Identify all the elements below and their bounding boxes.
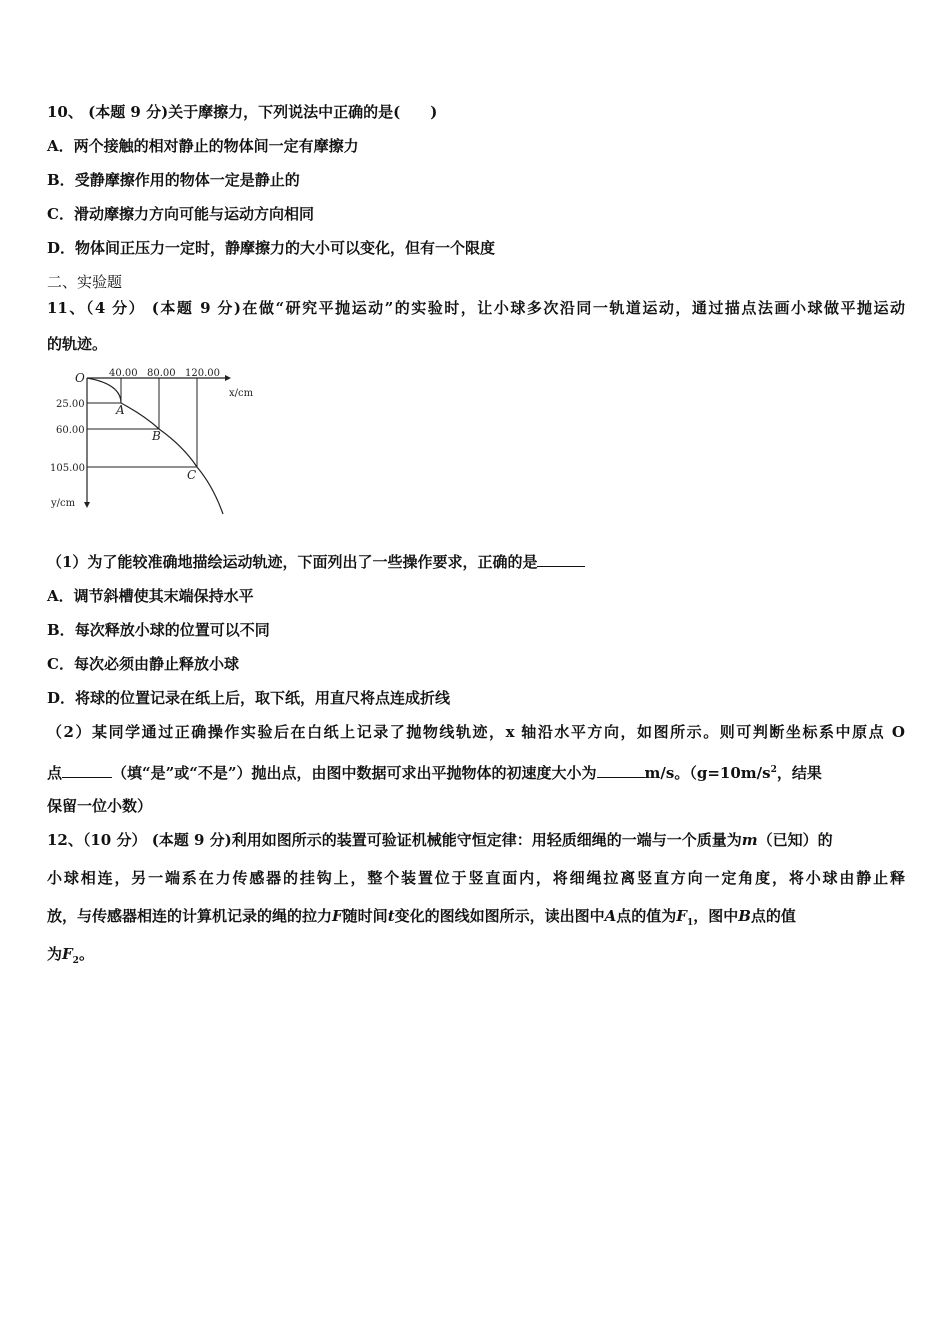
y-axis-label: y/cm [51, 498, 76, 509]
origin-label: O [75, 371, 85, 385]
q10-option-a [47, 136, 359, 156]
option-key: D． [47, 239, 76, 257]
option-key: B． [47, 171, 75, 189]
section-heading: 二、实验题 [47, 273, 123, 291]
part2-text-c: m/s。（g=10m/s [644, 764, 771, 782]
q11-part1 [47, 552, 585, 572]
option-text: 将球的位置记录在纸上后，取下纸，用直尺将点连成折线 [75, 689, 451, 707]
option-text: 两个接触的相对静止的物体间一定有摩擦力 [73, 137, 359, 155]
q12-text: 放，与传感器相连的计算机记录的绳的拉力 [47, 907, 333, 925]
option-key: B． [47, 621, 75, 639]
q10-option-d [47, 238, 495, 258]
q11-part2-line2 [47, 760, 822, 783]
q12-var-f: F [332, 907, 343, 925]
part2-text-d: ，结果 [776, 764, 822, 782]
projectile-trajectory-figure [45, 366, 265, 516]
option-key: C． [47, 655, 74, 673]
q11-option-c [47, 654, 239, 674]
q12-text: 为 [47, 945, 63, 963]
option-key: D． [47, 689, 76, 707]
y-tick-2: 60.00 [56, 425, 85, 436]
q12-var-b: B [738, 907, 751, 925]
answer-blank [62, 763, 112, 778]
x-tick-3: 120.00 [185, 368, 220, 379]
y-tick-1: 25.00 [56, 399, 85, 410]
q12-text: 12、（10 分） (本题 9 分)利用如图所示的装置可验证机械能守恒定律：用轻质细绳的一端与一个质量为 [47, 831, 742, 849]
q12-text: 点的值 [750, 907, 796, 925]
q12-line4 [47, 944, 94, 971]
option-key: C． [47, 205, 74, 223]
x-axis-label: x/cm [229, 388, 254, 399]
point-a-label: A [116, 403, 125, 417]
q11-part2-line1: （2）某同学通过正确操作实验后在白纸上记录了抛物线轨迹，x 轴沿水平方向，如图所示。则可判断坐标系中原点 O [47, 723, 905, 741]
option-key: A． [47, 137, 74, 155]
q12-text: 点的值为 [616, 907, 677, 925]
answer-blank [597, 763, 645, 778]
q11-part2-line3: 保留一位小数） [47, 797, 153, 815]
option-text: 物体间正压力一定时，静摩擦力的大小可以变化，但有一个限度 [75, 239, 496, 257]
option-text: 每次释放小球的位置可以不同 [74, 621, 270, 639]
subscript: 2 [72, 956, 79, 966]
q12-line2: 小球相连，另一端系在力传感器的挂钩上，整个装置位于竖直面内，将细绳拉离竖直方向一定角度，将小球由静止释 [47, 869, 905, 887]
q11-option-d [47, 688, 450, 708]
q10-stem: 10、 (本题 9 分)关于摩擦力，下列说法中正确的是( ) [47, 103, 438, 121]
answer-blank [537, 552, 585, 567]
y-axis-arrow [84, 502, 90, 508]
x-tick-1: 40.00 [109, 368, 138, 379]
part1-text: （1）为了能较准确地描绘运动轨迹，下面列出了一些操作要求，正确的是 [47, 553, 538, 571]
part2-text-a: 点 [47, 764, 63, 782]
part2-text-b: （填“是”或“不是”）抛出点，由图中数据可求出平抛物体的初速度大小为 [112, 764, 597, 782]
option-text: 受静摩擦作用的物体一定是静止的 [74, 171, 300, 189]
q12-text: （已知）的 [757, 831, 833, 849]
trajectory-curve [87, 378, 223, 514]
option-text: 调节斜槽使其末端保持水平 [73, 587, 254, 605]
x-axis-arrow [225, 375, 231, 381]
option-key: A． [47, 587, 74, 605]
q12-text: 。 [78, 945, 94, 963]
subscript: 1 [686, 918, 694, 928]
q12-var-f2: F [62, 945, 73, 963]
q11-option-b [47, 620, 270, 640]
q11-stem-line2: 的轨迹。 [47, 335, 108, 353]
y-tick-3: 105.00 [50, 463, 85, 474]
x-tick-2: 80.00 [147, 368, 176, 379]
option-text: 每次必须由静止释放小球 [73, 655, 239, 673]
q12-line1 [47, 830, 833, 850]
q12-text: 随时间 [342, 907, 388, 925]
point-b-label: B [152, 429, 161, 443]
q12-var-a: A [604, 907, 617, 925]
superscript: 2 [770, 765, 777, 775]
q10-option-c [47, 204, 314, 224]
q12-line3 [47, 906, 796, 933]
point-c-label: C [187, 468, 197, 482]
q11-stem-line1: 11、（4 分） (本题 9 分)在做“研究平抛运动”的实验时，让小球多次沿同一轨道运动，通过描点法画小球做平抛运动 [47, 299, 905, 317]
q12-text: 变化的图线如图所示，读出图中 [394, 907, 605, 925]
q11-option-a [47, 586, 254, 606]
q12-text: ，图中 [693, 907, 739, 925]
q10-option-b [47, 170, 300, 190]
q12-var-m: m [741, 831, 758, 849]
q12-var-f1: F [676, 907, 687, 925]
guide-c [87, 378, 197, 467]
q12-var-t: t [387, 907, 395, 925]
option-text: 滑动摩擦力方向可能与运动方向相同 [73, 205, 314, 223]
